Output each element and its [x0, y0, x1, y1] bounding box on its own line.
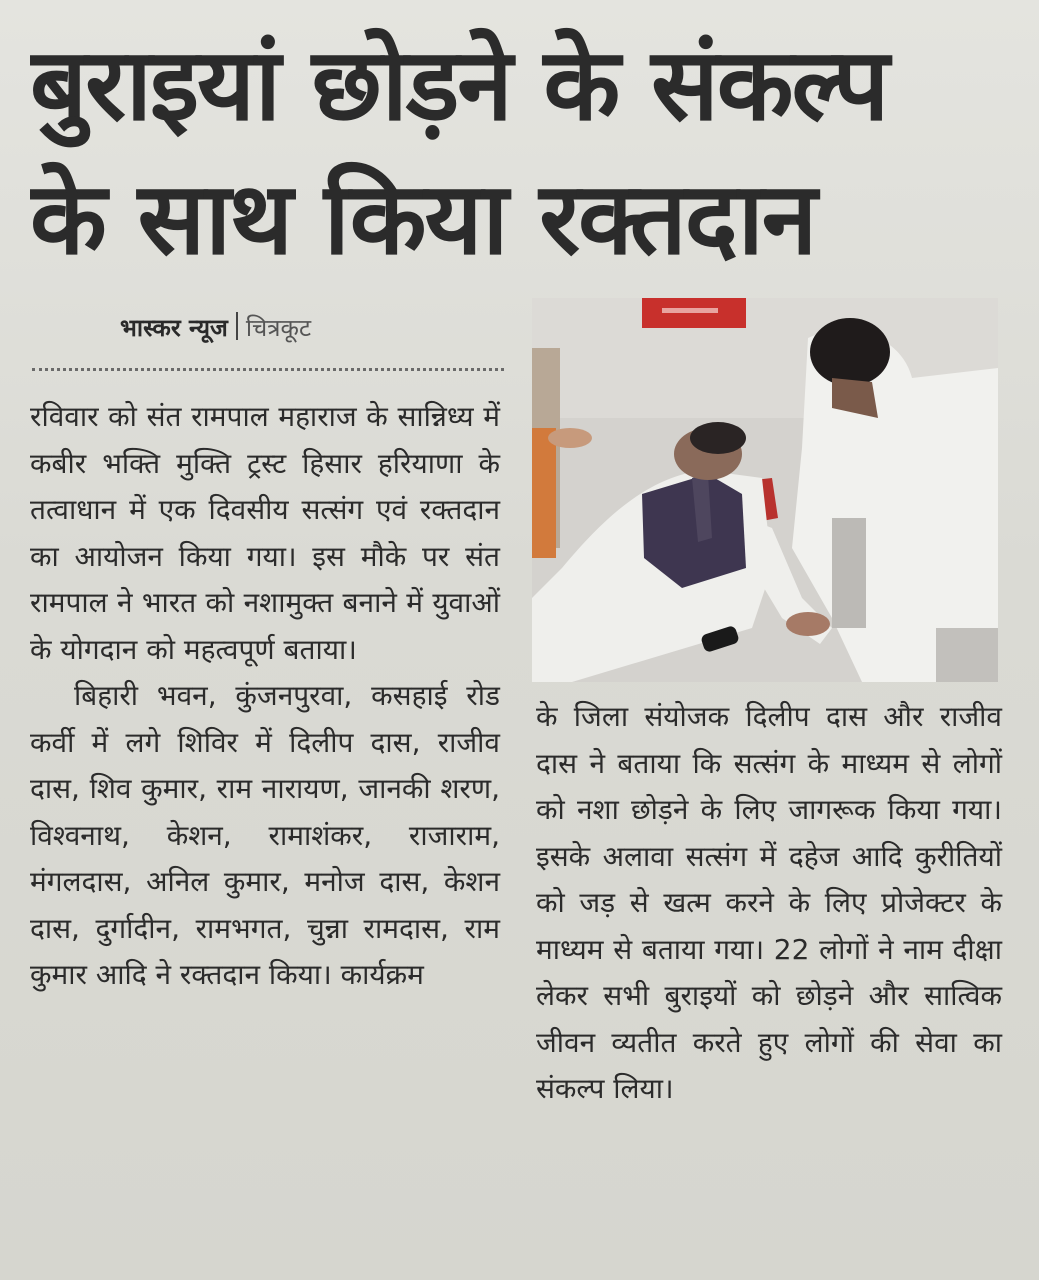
byline-place: चित्रकूट	[245, 314, 312, 342]
photo-attendant-head	[810, 318, 890, 386]
photo-left-hand	[548, 428, 592, 448]
photo-left-person-shirt	[532, 428, 556, 558]
byline	[120, 308, 311, 348]
photo-table	[936, 628, 998, 682]
article-paragraph-1: रविवार को संत रामपाल महाराज के सान्निध्य में कबीर भक्ति मुक्ति ट्रस्ट हिसार हरियाणा के तत्वाधान में एक दिवसीय सत्संग एवं रक्तदान का आयोजन किया गया। इस मौके पर संत रामपाल ने भारत को नशामुक्त बनाने में युवाओं के योगदान को महत्वपूर्ण बताया।	[30, 400, 500, 666]
photo-patient-hair	[690, 422, 746, 454]
photo-equipment	[832, 518, 866, 628]
headline-line-2: के साथ किया रक्तदान	[30, 160, 816, 277]
article-column-right	[536, 694, 1002, 1113]
dotted-rule	[32, 368, 504, 371]
photo-patient-hand	[786, 612, 830, 636]
byline-agency: भास्कर न्यूज	[120, 314, 228, 342]
headline	[30, 18, 1020, 286]
article-paragraph-3: के जिला संयोजक दिलीप दास और राजीव दास ने बताया कि सत्संग के माध्यम से लोगों को नशा छोड़ने के लिए जागरूक किया गया। इसके अलावा सत्संग में दहेज आदि कुरीतियों को जड़ से खत्म करने के लिए प्रोजेक्टर के माध्यम से बताया गया। 22 लोगों ने नाम दीक्षा लेकर सभी बुराइयों को छोड़ने और सात्विक जीवन व्यतीत करते हुए लोगों की सेवा का संकल्प लिया।	[536, 700, 1002, 1105]
photo-banner-text	[662, 308, 718, 313]
headline-line-1: बुराइयां छोड़ने के संकल्प	[30, 26, 888, 143]
blood-donation-photo	[532, 298, 998, 682]
article-column-left	[30, 394, 500, 999]
article-paragraph-2: बिहारी भवन, कुंजनपुरवा, कसहाई रोड कर्वी में लगे शिविर में दिलीप दास, राजीव दास, शिव कुमार, राम नारायण, जानकी शरण, विश्वनाथ, केशन, रामाशंकर, राजाराम, मंगलदास, अनिल कुमार, मनोज दास, केशन दास, दुर्गादीन, रामभगत, चुन्ना रामदास, राम कुमार आदि ने रक्तदान किया। कार्यक्रम	[30, 679, 500, 991]
news-photo	[532, 298, 998, 682]
byline-separator	[236, 312, 238, 340]
